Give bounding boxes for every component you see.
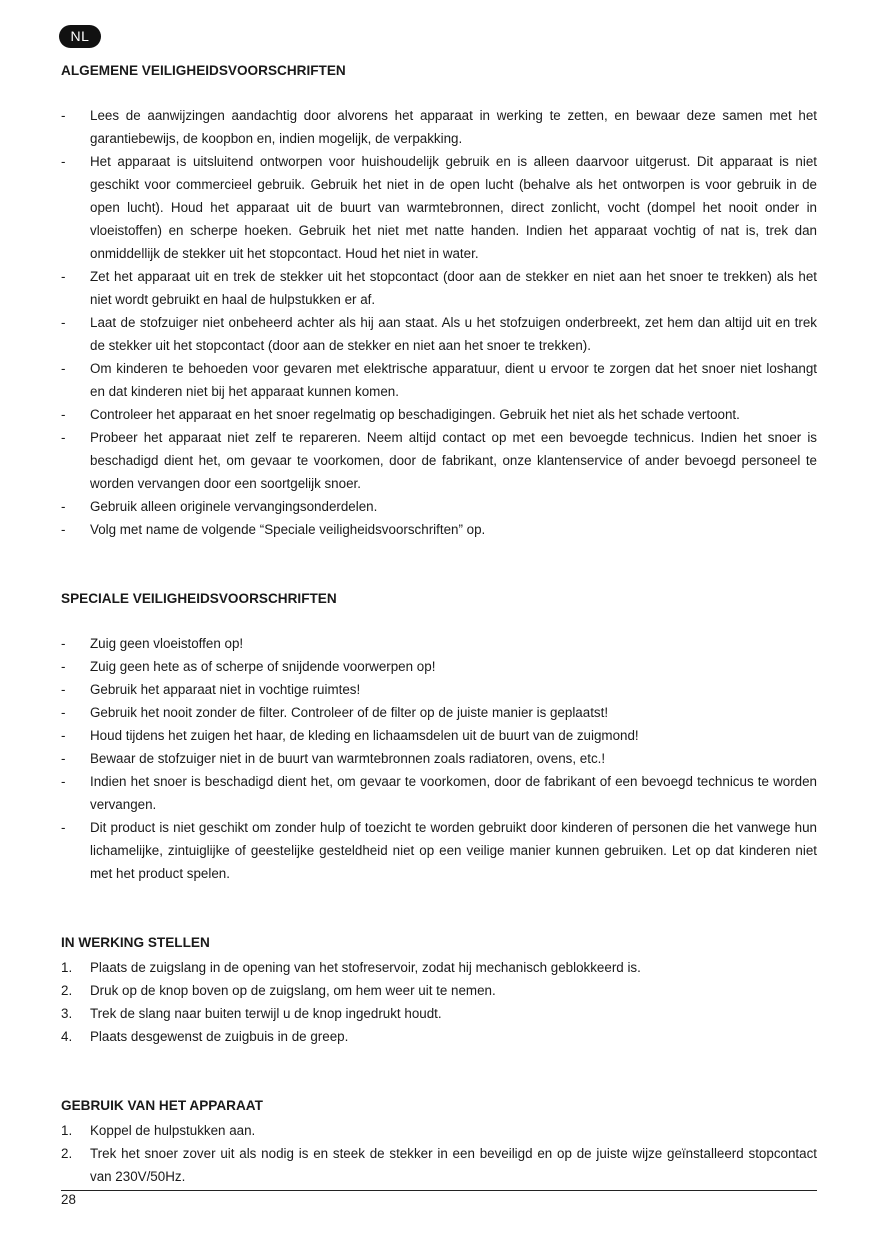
list-item: - Houd tijdens het zuigen het haar, de kleding en lichaamsdelen uit de buurt van de zuigmond! xyxy=(61,728,639,743)
list-item: 2. Druk op de knop boven op de zuigslang, om hem weer uit te nemen. xyxy=(61,983,496,998)
section-title-general-safety: ALGEMENE VEILIGHEIDSVOORSCHRIFTEN xyxy=(61,63,346,78)
section-title-special-safety: SPECIALE VEILIGHEIDSVOORSCHRIFTEN xyxy=(61,591,337,606)
general-safety-list xyxy=(61,104,817,541)
list-item: - Controleer het apparaat en het snoer regelmatig op beschadigingen. Gebruik het niet als het schade vertoont. xyxy=(61,407,740,422)
list-item: - Volg met name de volgende “Speciale veiligheidsvoorschriften” op. xyxy=(61,522,486,537)
page-number: 28 xyxy=(61,1192,76,1207)
list-item: - Zet het apparaat uit en trek de stekker uit het stopcontact (door aan de stekker en niet aan het snoer te trekken) als het niet wordt gebruikt en haal de hulpstukken er af. xyxy=(61,269,817,307)
list-item: 1. Plaats de zuigslang in de opening van het stofreservoir, zodat hij mechanisch geblokkeerd is. xyxy=(61,960,641,975)
list-item: 1. Koppel de hulpstukken aan. xyxy=(61,1123,256,1138)
special-safety-list xyxy=(61,632,817,885)
list-item: 3. Trek de slang naar buiten terwijl u de knop ingedrukt houdt. xyxy=(61,1006,442,1021)
section-title-startup: IN WERKING STELLEN xyxy=(61,935,210,950)
list-item: - Laat de stofzuiger niet onbeheerd achter als hij aan staat. Als u het stofzuigen onderbreekt, zet hem dan altijd uit en trek de stekker uit het stopcontact (door aan de stekker en niet aan het snoer te trekken). xyxy=(61,315,817,353)
list-item: - Het apparaat is uitsluitend ontworpen voor huishoudelijk gebruik en is alleen daarvoor uitgerust. Dit apparaat is niet geschikt voor commercieel gebruik. Gebruik het niet in de open lucht (behalve als het ontworpen is voor gebruik in de open lucht). Houd het apparaat uit de buurt van warmtebronnen, direct zonlicht, vocht (dompel het nooit onder in vloeistoffen) en scherpe hoeken. Gebruik het niet met natte handen. Indien het apparaat vochtig of nat is, trek dan onmiddellijk de stekker uit het stopcontact. Houd het niet in water. xyxy=(61,154,817,261)
section-title-usage: GEBRUIK VAN HET APPARAAT xyxy=(61,1098,263,1113)
list-item: - Gebruik alleen originele vervangingsonderdelen. xyxy=(61,499,378,514)
list-item: - Bewaar de stofzuiger niet in de buurt van warmtebronnen zoals radiatoren, ovens, etc.! xyxy=(61,751,606,766)
list-item: - Indien het snoer is beschadigd dient het, om gevaar te voorkomen, door de fabrikant of een bevoegd technicus te worden vervangen. xyxy=(61,774,817,812)
list-item: 2. Trek het snoer zover uit als nodig is en steek de stekker in een beveiligd en op de juiste wijze geïnstalleerd stopcontact van 230V/50Hz. xyxy=(61,1146,817,1184)
usage-steps-list xyxy=(61,1119,817,1188)
list-item: - Zuig geen vloeistoffen op! xyxy=(61,636,244,651)
list-item: - Gebruik het apparaat niet in vochtige ruimtes! xyxy=(61,682,361,697)
list-item: - Zuig geen hete as of scherpe of snijdende voorwerpen op! xyxy=(61,659,436,674)
list-item: - Lees de aanwijzingen aandachtig door alvorens het apparaat in werking te zetten, en bewaar deze samen met het garantiebewijs, de koopbon en, indien mogelijk, de verpakking. xyxy=(61,108,817,146)
page-content xyxy=(61,58,817,1188)
list-item: - Om kinderen te behoeden voor gevaren met elektrische apparatuur, dient u ervoor te zorgen dat het snoer niet loshangt en dat kinderen niet bij het apparaat kunnen komen. xyxy=(61,361,817,399)
footer-divider xyxy=(61,1190,817,1191)
list-item: 4. Plaats desgewenst de zuigbuis in de greep. xyxy=(61,1029,349,1044)
list-item: - Gebruik het nooit zonder de filter. Controleer of de filter op de juiste manier is geplaatst! xyxy=(61,705,609,720)
language-badge: NL xyxy=(59,25,101,48)
list-item: - Probeer het apparaat niet zelf te repareren. Neem altijd contact op met een bevoegde technicus. Indien het snoer is beschadigd dient het, om gevaar te voorkomen, door de fabrikant, onze klantenservice of ander bevoegd personeel te worden vervangen door een soortgelijk snoer. xyxy=(61,430,817,491)
list-item: - Dit product is niet geschikt om zonder hulp of toezicht te worden gebruikt door kinderen of personen die het vanwege hun lichamelijke, zintuiglijke of geestelijke gesteldheid niet op een veilige manier kunnen gebruiken. Let op dat kinderen niet met het product spelen. xyxy=(61,820,817,881)
startup-steps-list xyxy=(61,956,817,1048)
